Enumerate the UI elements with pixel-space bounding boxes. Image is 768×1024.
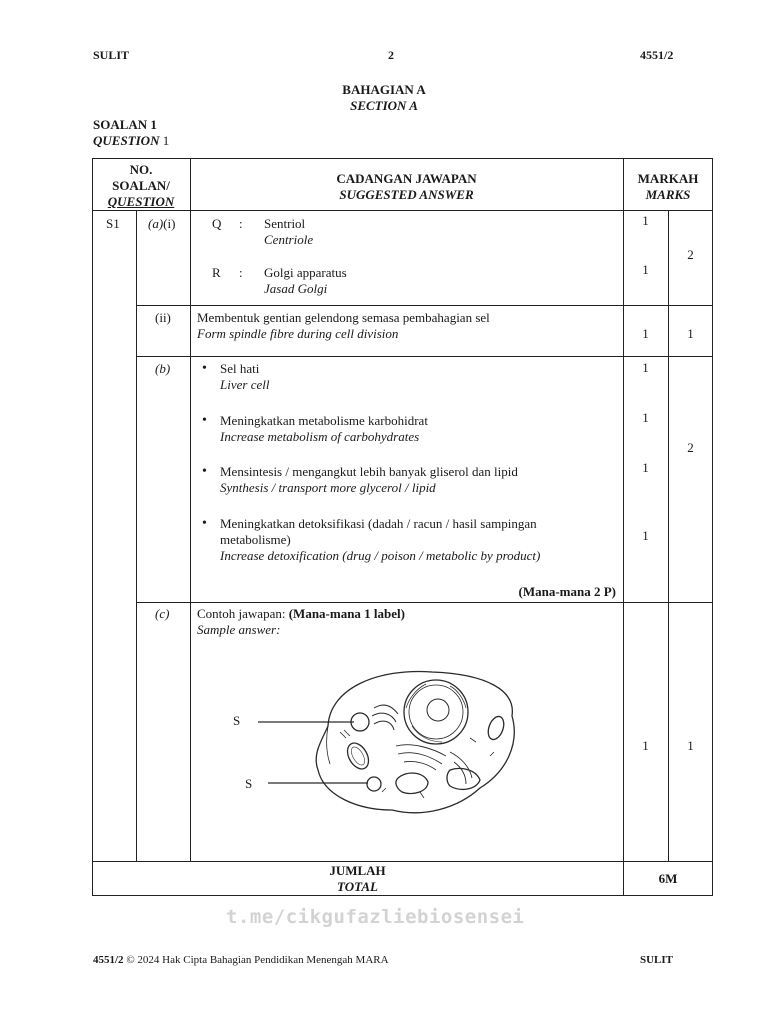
- total-label-en: TOTAL: [337, 879, 378, 894]
- question-title-bm: SOALAN 1: [93, 117, 157, 132]
- total-row-label: [92, 863, 623, 895]
- mark-a-ii: 1: [642, 326, 649, 341]
- answer-a-ii-bm: Membentuk gentian gelendong semasa pembahagian sel: [197, 310, 490, 325]
- item-separator: :: [239, 265, 243, 280]
- item-bm: Meningkatkan metabolisme karbohidrat: [220, 413, 428, 428]
- question-num: 1: [162, 133, 170, 148]
- item-en: Liver cell: [220, 377, 270, 392]
- part-i-label: (i): [163, 216, 176, 231]
- question-number: S1: [106, 216, 120, 231]
- paper-code: 4551/2: [640, 48, 674, 62]
- part-a-ii-label: (ii): [155, 310, 171, 325]
- page-number: 2: [388, 48, 394, 62]
- intro-text: Contoh jawapan:: [197, 606, 289, 621]
- section-title-bm: BAHAGIAN A: [342, 82, 426, 97]
- item-bm-line2: metabolisme): [220, 532, 291, 547]
- total-a-i: 2: [687, 247, 694, 262]
- header-no-en: QUESTION: [107, 194, 175, 209]
- part-a-i-label: [148, 216, 175, 232]
- bullet-icon: •: [202, 516, 207, 531]
- answer-c-intro-en: Sample answer:: [197, 622, 281, 637]
- footer-classification: SULIT: [640, 954, 674, 966]
- mark-c: 1: [642, 738, 649, 753]
- header-answer-bm: CADANGAN JAWAPAN: [336, 171, 477, 186]
- header-no-line1: NO.: [129, 162, 153, 177]
- part-c-label: (c): [155, 606, 170, 621]
- item-answer-en: Centriole: [264, 232, 314, 247]
- header-question-no: [92, 162, 190, 210]
- header-suggested-answer: [190, 171, 623, 203]
- item-en: Increase metabolism of carbohydrates: [220, 429, 420, 444]
- item-bm: Mensintesis / mengangkut lebih banyak gliserol dan lipid: [220, 464, 518, 479]
- part-b-label: (b): [155, 361, 171, 376]
- item-letter: R: [212, 265, 221, 280]
- mark-a-i-q: 1: [642, 213, 649, 228]
- answer-b-item-3: [202, 464, 617, 498]
- item-bm: Sel hati: [220, 361, 260, 376]
- answer-item-q: [212, 216, 612, 252]
- footer-code: 4551/2: [93, 954, 124, 966]
- footer-copyright-text: © 2024 Hak Cipta Bahagian Pendidikan Menengah MARA: [123, 954, 389, 966]
- part-b-note: (Mana-mana 2 P): [518, 584, 616, 599]
- item-answer-en: Jasad Golgi: [264, 281, 328, 296]
- header-answer-en: SUGGESTED ANSWER: [339, 187, 474, 202]
- answer-item-r: [212, 265, 612, 301]
- answer-b-item-1: [202, 361, 617, 395]
- item-en: Increase detoxification (drug / poison / metabolic by product): [220, 548, 541, 563]
- mark-b-4: 1: [642, 528, 649, 543]
- answer-a-ii-en: Form spindle fibre during cell division: [197, 326, 399, 341]
- bullet-icon: •: [202, 464, 207, 479]
- item-separator: :: [239, 216, 243, 231]
- mark-a-i-r: 1: [642, 262, 649, 277]
- label-lines: [250, 705, 380, 800]
- bullet-icon: •: [202, 413, 207, 428]
- answer-b-item-4: [202, 516, 617, 568]
- bullet-icon: •: [202, 361, 207, 376]
- intro-bold: (Mana-mana 1 label): [288, 606, 405, 621]
- header-marks-en: MARKS: [645, 187, 691, 202]
- part-a-label: (a): [148, 216, 164, 231]
- answer-b-item-2: [202, 413, 617, 447]
- header-marks: [623, 171, 713, 203]
- header-marks-bm: MARKAH: [637, 171, 699, 186]
- answer-c-intro: [197, 606, 405, 622]
- total-a-ii: 1: [687, 326, 694, 341]
- item-answer-bm: Golgi apparatus: [264, 265, 347, 280]
- item-en: Synthesis / transport more glycerol / lipid: [220, 480, 436, 495]
- mark-b-2: 1: [642, 410, 649, 425]
- question-word: QUESTION: [93, 133, 160, 148]
- total-c: 1: [687, 738, 694, 753]
- mark-b-3: 1: [642, 460, 649, 475]
- watermark-text: t.me/cikgufazliebiosensei: [226, 906, 525, 928]
- header-no-line2: SOALAN/: [112, 178, 170, 193]
- footer-copyright: [93, 954, 389, 966]
- total-label-bm: JUMLAH: [329, 863, 386, 878]
- diagram-label-1: S: [233, 713, 241, 728]
- section-title-en: SECTION A: [350, 98, 418, 113]
- item-letter: Q: [212, 216, 222, 231]
- item-answer-bm: Sentriol: [264, 216, 306, 231]
- total-marks: 6M: [658, 871, 678, 886]
- item-bm-line1: Meningkatkan detoksifikasi (dadah / racun / hasil sampingan: [220, 516, 537, 531]
- classification-header: SULIT: [93, 48, 130, 62]
- mark-b-1: 1: [642, 360, 649, 375]
- total-b: 2: [687, 440, 694, 455]
- diagram-label-2: S: [245, 776, 253, 791]
